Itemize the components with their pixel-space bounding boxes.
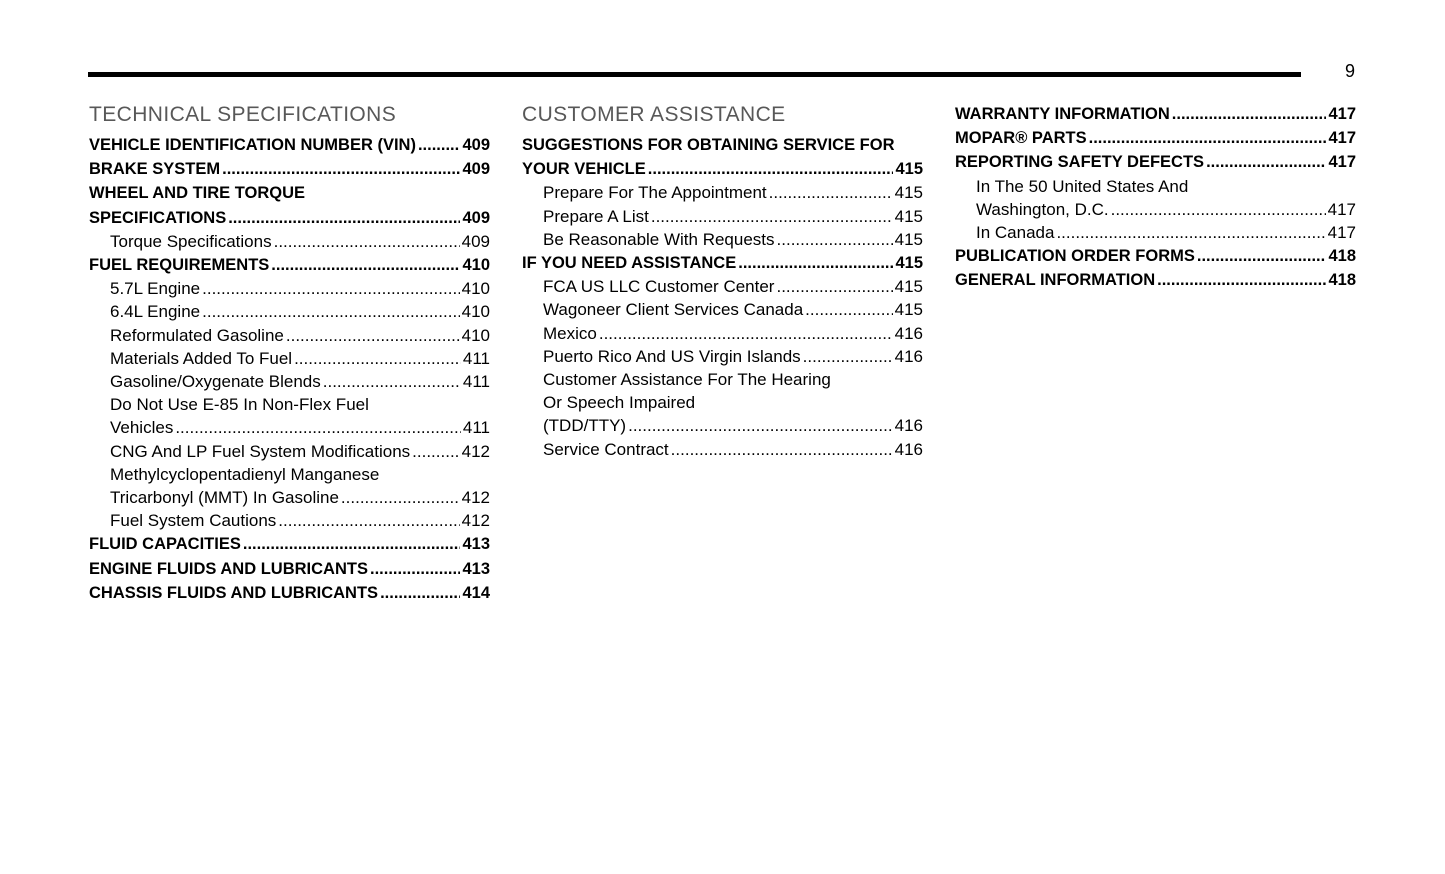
toc-entry-line [110,300,490,323]
dot-leader [228,206,460,230]
toc-entry-text: Tricarbonyl (MMT) In Gasoline [110,488,339,508]
toc-entry-text: ENGINE FLUIDS AND LUBRICANTS [89,559,368,578]
toc-entry-text: Service Contract [543,439,669,459]
toc-heading-entry[interactable] [522,133,923,181]
toc-entry-line [110,440,490,463]
toc-page-number: 412 [461,511,490,531]
toc-entry-text: 5.7L Engine [110,279,201,299]
section-title: CUSTOMER ASSISTANCE [522,103,786,126]
toc-page-number: 410 [462,256,490,275]
toc-entry-text: IF YOU NEED ASSISTANCE [522,254,737,273]
toc-page-number: 414 [462,583,490,602]
toc-column [955,102,1356,293]
toc-entry-text: FUEL REQUIREMENTS [89,256,270,275]
toc-subentry[interactable] [522,345,923,368]
toc-page-number: 409 [462,136,490,154]
toc-entry-line [955,268,1356,292]
toc-entry-line [955,244,1356,268]
toc-page-number: 410 [461,279,490,299]
toc-page-number: 409 [462,208,490,227]
dot-leader [271,253,460,277]
dot-leader [243,532,461,556]
dot-leader [1172,102,1327,126]
dot-leader [776,275,892,298]
toc-entry-line [522,251,923,275]
toc-entry-text: WHEEL AND TIRE TORQUE [89,184,306,203]
toc-entry-text: Methylcyclopentadienyl Manganese [110,464,380,484]
toc-heading-entry[interactable] [89,157,490,181]
toc-entry-text: Materials Added To Fuel [110,348,293,368]
toc-heading-entry[interactable] [522,251,923,275]
toc-subentry[interactable] [89,393,490,439]
toc-entry-text: Prepare A List [543,206,649,226]
toc-subentry[interactable] [89,277,490,300]
dot-leader [1197,244,1327,268]
toc-entry-line [543,275,923,298]
toc-heading-entry[interactable] [955,244,1356,268]
toc-page-number: 415 [895,160,923,179]
toc-entry-line [89,181,490,205]
toc-entry-text: 6.4L Engine [110,302,201,322]
toc-heading-entry[interactable] [955,268,1356,292]
toc-page-number: 415 [894,277,923,297]
toc-page-number: 411 [462,348,490,368]
toc-entry-text: GENERAL INFORMATION [955,271,1156,290]
toc-subentry[interactable] [522,275,923,298]
toc-page-number: 412 [461,488,490,508]
toc-page-number: 416 [894,346,923,366]
dot-leader [1157,268,1326,292]
toc-entry-text: CHASSIS FLUIDS AND LUBRICANTS [89,583,379,602]
toc-subentry[interactable] [522,205,923,228]
dot-leader [278,509,459,532]
toc-entry-text: Reformulated Gasoline [110,325,284,345]
toc-entry-text: Puerto Rico And US Virgin Islands [543,346,801,366]
toc-page-number: 410 [461,302,490,322]
toc-entry-line [543,205,923,228]
dot-leader [202,300,460,323]
toc-entry-line [543,322,923,345]
toc-subentry[interactable] [522,298,923,321]
toc-entry-text: In The 50 United States And [976,176,1189,196]
toc-entry-text: Wagoneer Client Services Canada [543,300,804,320]
toc-page-number: 416 [894,323,923,343]
toc-entry-line [110,370,490,393]
toc-entry-line [110,230,490,253]
toc-page-number: 413 [462,559,490,578]
toc-heading-entry[interactable] [955,102,1356,126]
toc-entry-line [89,253,490,277]
toc-entry-line [976,221,1356,244]
dot-leader [651,205,893,228]
toc-entry-text: Mexico [543,323,597,343]
toc-heading-entry[interactable] [955,126,1356,150]
dot-leader [1111,198,1326,221]
toc-entry-line [976,198,1356,221]
toc-subentry[interactable] [522,438,923,461]
toc-entry-text: VEHICLE IDENTIFICATION NUMBER (VIN) [89,136,416,154]
toc-subentry[interactable] [955,221,1356,244]
toc-subentry[interactable] [89,440,490,463]
toc-entry-line [543,391,923,414]
toc-subentry[interactable] [89,509,490,532]
toc-entry-line [89,206,490,230]
dot-leader [1089,126,1327,150]
dot-leader [1206,150,1326,174]
toc-entry-line [543,438,923,461]
toc-page-number: 415 [894,183,923,203]
toc-subentry[interactable] [522,181,923,204]
toc-entry-line [110,486,490,509]
toc-entry-text: MOPAR® PARTS [955,129,1087,148]
dot-leader [777,228,893,251]
toc-entry-list [955,102,1356,293]
toc-entry-text: Washington, D.C. [976,199,1109,219]
toc-entry-line [955,102,1356,126]
toc-page-number: 417 [1328,105,1356,123]
dot-leader [370,557,460,581]
dot-leader [738,251,893,275]
toc-entry-line [110,416,490,439]
toc-page-number: 418 [1328,247,1356,266]
toc-entry-line [110,463,490,486]
toc-entry-line [543,414,923,437]
toc-subentry[interactable] [522,322,923,345]
toc-entry-line [110,393,490,416]
toc-entry-text: SUGGESTIONS FOR OBTAINING SERVICE FOR [522,136,895,154]
toc-entry-text: YOUR VEHICLE [522,160,646,179]
dot-leader [648,157,894,181]
toc-heading-entry[interactable] [89,133,490,157]
toc-entry-line [110,277,490,300]
dot-leader [1056,221,1325,244]
toc-subentry[interactable] [89,300,490,323]
toc-entry-text: Gasoline/Oxygenate Blends [110,372,321,392]
toc-entry-line [955,126,1356,150]
toc-page-number: 417 [1328,129,1356,148]
toc-entry-line [110,347,490,370]
dot-leader [412,440,459,463]
toc-entry-line [522,157,923,181]
dot-leader [341,486,460,509]
toc-entry-line [89,133,490,157]
toc-entry-line [976,175,1356,198]
toc-heading-entry[interactable] [89,557,490,581]
toc-entry-line [522,133,923,157]
toc-heading-entry[interactable] [89,253,490,277]
toc-entry-text: Vehicles [110,418,174,438]
dot-leader [175,416,461,439]
toc-entry-line [110,324,490,347]
toc-entry-line [89,581,490,605]
toc-column [89,102,490,605]
toc-entry-line [543,298,923,321]
toc-page-number: 415 [894,300,923,320]
toc-entry-line [89,557,490,581]
toc-column [522,102,923,461]
toc-entry-text: Fuel System Cautions [110,511,277,531]
toc-entry-line [543,368,923,391]
header-rule [88,72,1301,77]
dot-leader [294,347,461,370]
toc-entry-text: Prepare For The Appointment [543,183,767,203]
toc-page-number: 417 [1328,153,1356,172]
toc-heading-entry[interactable] [89,581,490,605]
toc-subentry[interactable] [89,463,490,509]
toc-subentry[interactable] [522,228,923,251]
toc-page-number: 415 [894,229,923,249]
dot-leader [202,277,460,300]
toc-entry-text: FLUID CAPACITIES [89,535,241,554]
toc-entry-text: PUBLICATION ORDER FORMS [955,247,1195,266]
toc-page-number: 411 [462,418,490,438]
dot-leader [671,438,893,461]
toc-entry-text: Customer Assistance For The Hearing [543,370,831,390]
toc-subentry[interactable] [89,230,490,253]
toc-entry-text: BRAKE SYSTEM [89,160,221,179]
toc-entry-line [955,150,1356,174]
dot-leader [769,181,893,204]
toc-page-number: 409 [461,231,490,251]
toc-heading-entry[interactable] [89,532,490,556]
toc-page-number: 415 [895,254,923,273]
toc-entry-line [89,157,490,181]
toc-subentry[interactable] [522,368,923,438]
dot-leader [628,414,893,437]
toc-subentry[interactable] [89,347,490,370]
dot-leader [222,157,460,181]
toc-entry-text: Do Not Use E-85 In Non-Flex Fuel [110,395,369,415]
toc-page-number: 415 [894,206,923,226]
toc-subentry[interactable] [89,370,490,393]
toc-page-number: 417 [1327,199,1356,219]
toc-page-number: 418 [1328,271,1356,290]
toc-entry-text: SPECIFICATIONS [89,208,227,227]
dot-leader [805,298,892,321]
toc-entry-list [89,133,490,605]
dot-leader [599,322,893,345]
toc-page-number: 410 [461,325,490,345]
toc-entry-text: Be Reasonable With Requests [543,229,775,249]
toc-entry-text: WARRANTY INFORMATION [955,105,1170,123]
toc-page-number: 411 [462,372,490,392]
dot-leader [274,230,460,253]
section-title: TECHNICAL SPECIFICATIONS [89,103,397,126]
toc-page-number: 416 [894,439,923,459]
toc-entry-text: Torque Specifications [110,231,272,251]
dot-leader [418,133,461,157]
toc-entry-line [543,345,923,368]
toc-entry-line [110,509,490,532]
toc-heading-entry[interactable] [955,150,1356,174]
toc-entry-list [522,133,923,461]
toc-entry-text: (TDD/TTY) [543,416,627,436]
toc-entry-text: FCA US LLC Customer Center [543,277,775,297]
toc-entry-text: CNG And LP Fuel System Modifications [110,441,411,461]
dot-leader [380,581,460,605]
toc-page-number: 412 [461,441,490,461]
toc-subentry[interactable] [89,324,490,347]
page-number: 9 [1344,61,1355,81]
toc-heading-entry[interactable] [89,181,490,229]
toc-subentry[interactable] [955,175,1356,221]
toc-entry-line [543,181,923,204]
toc-page-number: 417 [1327,223,1356,243]
toc-entry-line [543,228,923,251]
toc-entry-text: REPORTING SAFETY DEFECTS [955,153,1205,172]
dot-leader [323,370,461,393]
toc-page-number: 416 [894,416,923,436]
toc-page-number: 413 [462,535,490,554]
toc-entry-text: In Canada [976,223,1055,243]
toc-entry-text: Or Speech Impaired [543,393,696,413]
toc-entry-line [89,532,490,556]
dot-leader [286,324,460,347]
toc-page-number: 409 [462,160,490,179]
dot-leader [803,345,893,368]
